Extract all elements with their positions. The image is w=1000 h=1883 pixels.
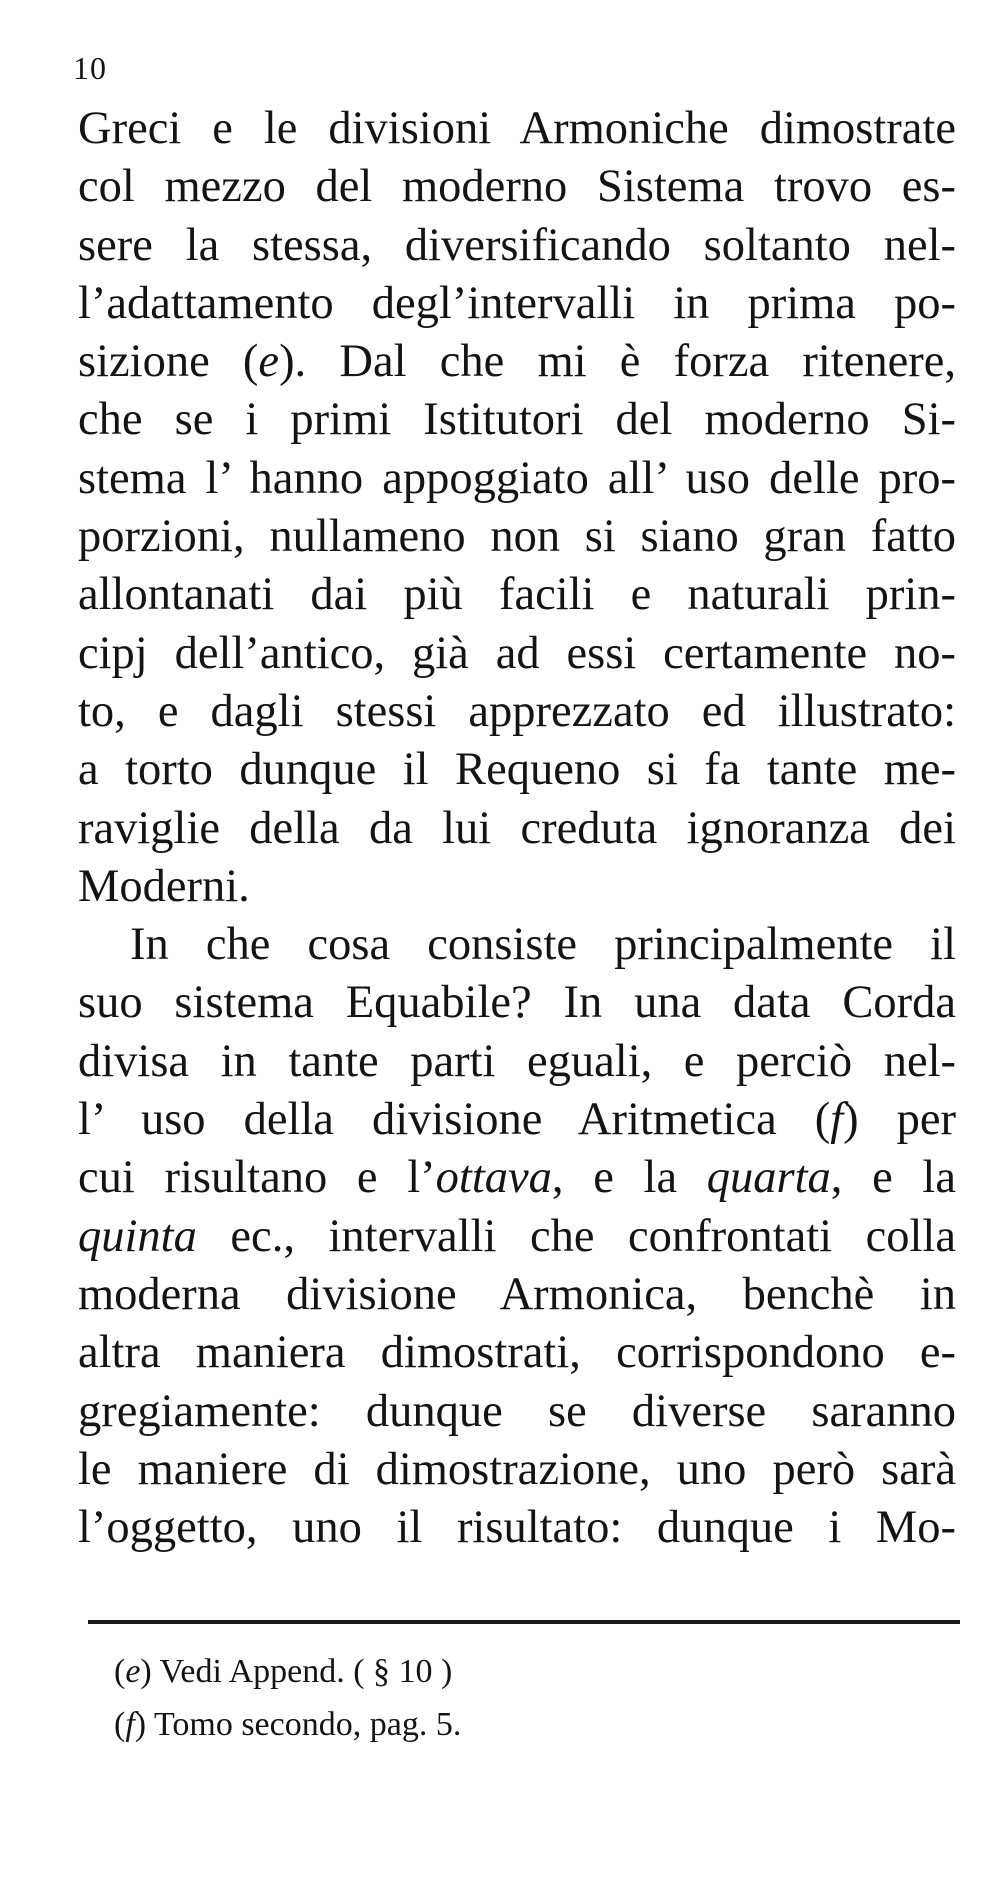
text-line: divisa in tante parti eguali, e perciò nel- — [78, 1035, 956, 1087]
footnote: (f) Tomo secondo, pag. 5. — [114, 1706, 462, 1743]
text-line: cipj dell’antico, già ad essi certamente no- — [78, 627, 956, 679]
paragraph-2 — [78, 916, 956, 1557]
text-line: stema l’ hanno appoggiato all’ uso delle pro- — [78, 452, 956, 504]
footnote-divider — [88, 1620, 960, 1624]
text-line: l’oggetto, uno il risultato: dunque i Mo- — [78, 1502, 956, 1554]
footnotes — [114, 1645, 461, 1751]
text-line: allontanati dai più facili e naturali prin- — [78, 569, 956, 621]
text-line: le maniere di dimostrazione, uno però sarà — [78, 1443, 956, 1495]
text-line: a torto dunque il Requeno si fa tante me- — [78, 744, 956, 796]
text-line: sizione (e). Dal che mi è forza ritenere, — [78, 336, 956, 388]
text-line: suo sistema Equabile? In una data Corda — [78, 977, 956, 1029]
paragraph-1 — [78, 100, 956, 916]
footnote: (e) Vedi Append. ( § 10 ) — [114, 1653, 453, 1690]
text-line: che se i primi Istitutori del moderno Si- — [78, 394, 956, 446]
text-line: raviglie della da lui creduta ignoranza dei — [78, 802, 956, 854]
text-line: l’ uso della divisione Aritmetica (f) per — [78, 1094, 957, 1146]
text-line: to, e dagli stessi apprezzato ed illustrato: — [78, 685, 956, 737]
page-number: 10 — [73, 50, 107, 86]
text-line: Greci e le divisioni Armoniche dimostrate — [78, 103, 956, 154]
text-line: In che cosa consiste principalmente il — [130, 919, 956, 971]
body-text — [78, 100, 956, 1557]
text-line: Moderni. — [78, 860, 250, 912]
text-line: sere la stessa, diversificando soltanto nel- — [78, 219, 956, 271]
text-line: altra maniera dimostrati, corrispondono e- — [78, 1327, 956, 1379]
text-line: l’adattamento degl’intervalli in prima po- — [78, 277, 956, 329]
text-line: col mezzo del moderno Sistema trovo es- — [78, 161, 956, 213]
text-line: moderna divisione Armonica, benchè in — [78, 1268, 956, 1320]
text-line: porzioni, nullameno non si siano gran fatto — [78, 511, 956, 563]
text-line: gregiamente: dunque se diverse saranno — [78, 1385, 956, 1437]
text-line: cui risultano e l’ottava, e la quarta, e la — [78, 1152, 956, 1204]
text-line: quinta ec., intervalli che confrontati colla — [78, 1210, 956, 1262]
